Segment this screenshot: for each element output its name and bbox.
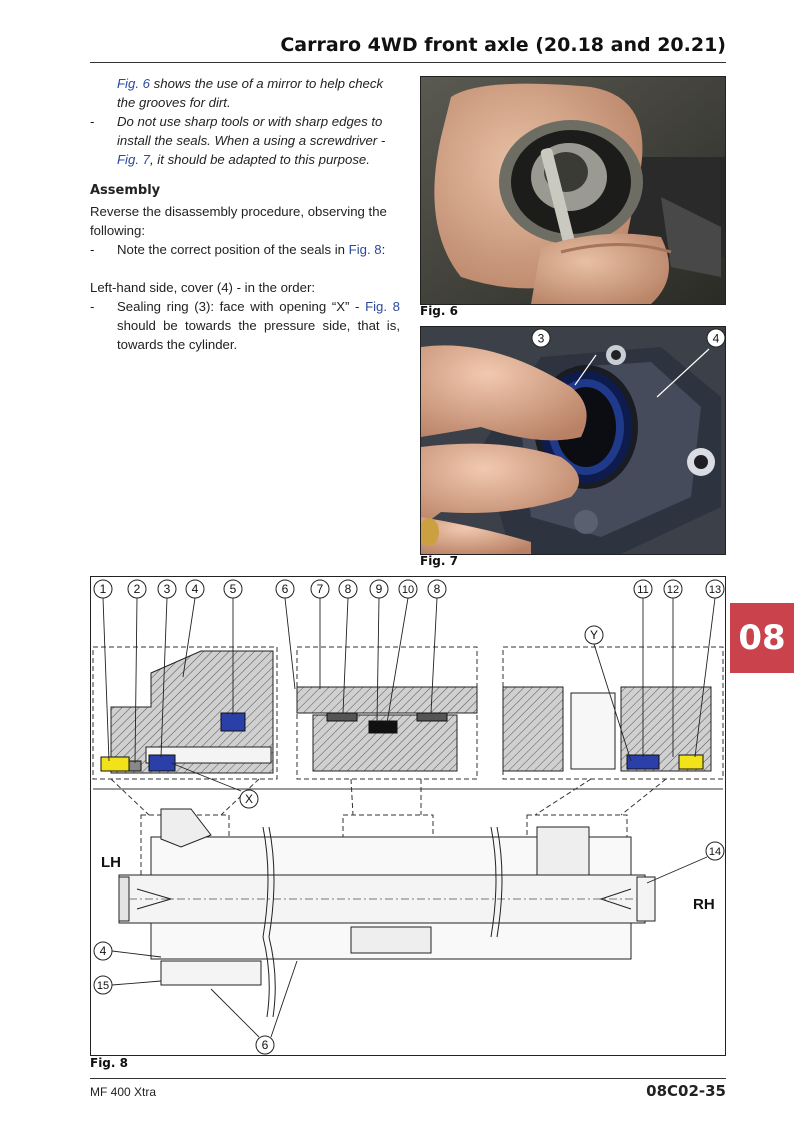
callout-6-lower-label: 6 [261,1038,269,1052]
footer-divider [90,1078,726,1079]
fig7-link[interactable]: Fig. 7 [117,152,150,167]
seal-10 [369,721,397,733]
section-tab: 08 [730,603,794,673]
text-column [90,74,400,354]
header-divider [90,62,726,63]
fig7-photo [420,326,726,555]
callout-14-label: 14 [708,846,722,858]
fig6-photo-illustration [421,77,725,304]
seal-8-left [327,713,357,721]
callout-7-label: 7 [316,582,324,596]
fig6-link[interactable]: Fig. 6 [117,76,150,91]
callout-12-label: 12 [666,584,680,596]
footer-page-number: 08C02-35 [646,1082,726,1100]
detail-left-cover [101,651,273,773]
fig6-photo [420,76,726,305]
fig8-link-2[interactable]: Fig. 8 [365,299,401,314]
callout-13-label: 13 [708,584,722,596]
fig7-photo-illustration [421,327,725,554]
callout-2-label: 2 [133,582,141,596]
fig8-caption: Fig. 8 [90,1056,128,1070]
callout-10-label: 10 [401,584,415,596]
main-cylinder [119,809,655,1017]
callout-1-label: 1 [99,582,107,596]
detail-middle-piston [297,687,477,771]
callout-9-label: 9 [375,582,383,596]
seal-1 [101,757,129,771]
paragraph-fig6: Fig. 6 shows the use of a mirror to help check the grooves for dirt. [117,76,384,110]
fig7-callout-3-label: 3 [537,331,545,346]
seal-5 [221,713,245,731]
assembly-heading: Assembly [90,183,161,198]
fig8-cylinder-drawing [91,577,725,1055]
fig7-callout-4-label: 4 [712,331,720,346]
callout-15-label: 15 [96,980,110,992]
seal-8-right [417,713,447,721]
fig6-caption: Fig. 6 [420,304,458,318]
page-title: Carraro 4WD front axle (20.18 and 20.21) [280,34,726,56]
fig8-diagram [90,576,726,1056]
paragraph-sealing-ring: - Sealing ring (3): face with opening “X” - Fig. 8 should be towards the pressure side, that is, towards the cylinder. [90,299,401,352]
callout-11-label: 11 [637,584,649,596]
seal-11 [627,755,659,769]
paragraph-left-side: Left-hand side, cover (4) - in the order: [90,280,316,295]
callout-y-label: Y [589,628,599,642]
seal-13 [679,755,703,769]
callout-6-label: 6 [281,582,289,596]
footer-model: MF 400 Xtra [90,1085,157,1099]
detail-right-end [503,687,711,771]
fig7-caption: Fig. 7 [420,554,458,568]
callout-4-label: 4 [191,582,199,596]
paragraph-seals: - Note the correct position of the seals in Fig. 8: [90,242,386,257]
lh-label: LH [101,854,121,871]
paragraph-sharp-tools: - Do not use sharp tools or with sharp edges to install the seals. When a using a screwdriver - Fig. 7, it should be adapted to this purpose. [90,114,386,167]
callout-x-label: X [244,792,254,806]
paragraph-reverse: Reverse the disassembly procedure, observing the following: [90,204,387,238]
callout-3-label: 3 [163,582,171,596]
fig8-link[interactable]: Fig. 8 [348,242,382,257]
callout-5-label: 5 [229,582,237,596]
callout-8b-label: 8 [433,582,441,596]
callout-8-label: 8 [344,582,352,596]
rh-label: RH [693,896,715,913]
callout-4-lower-label: 4 [99,944,107,958]
